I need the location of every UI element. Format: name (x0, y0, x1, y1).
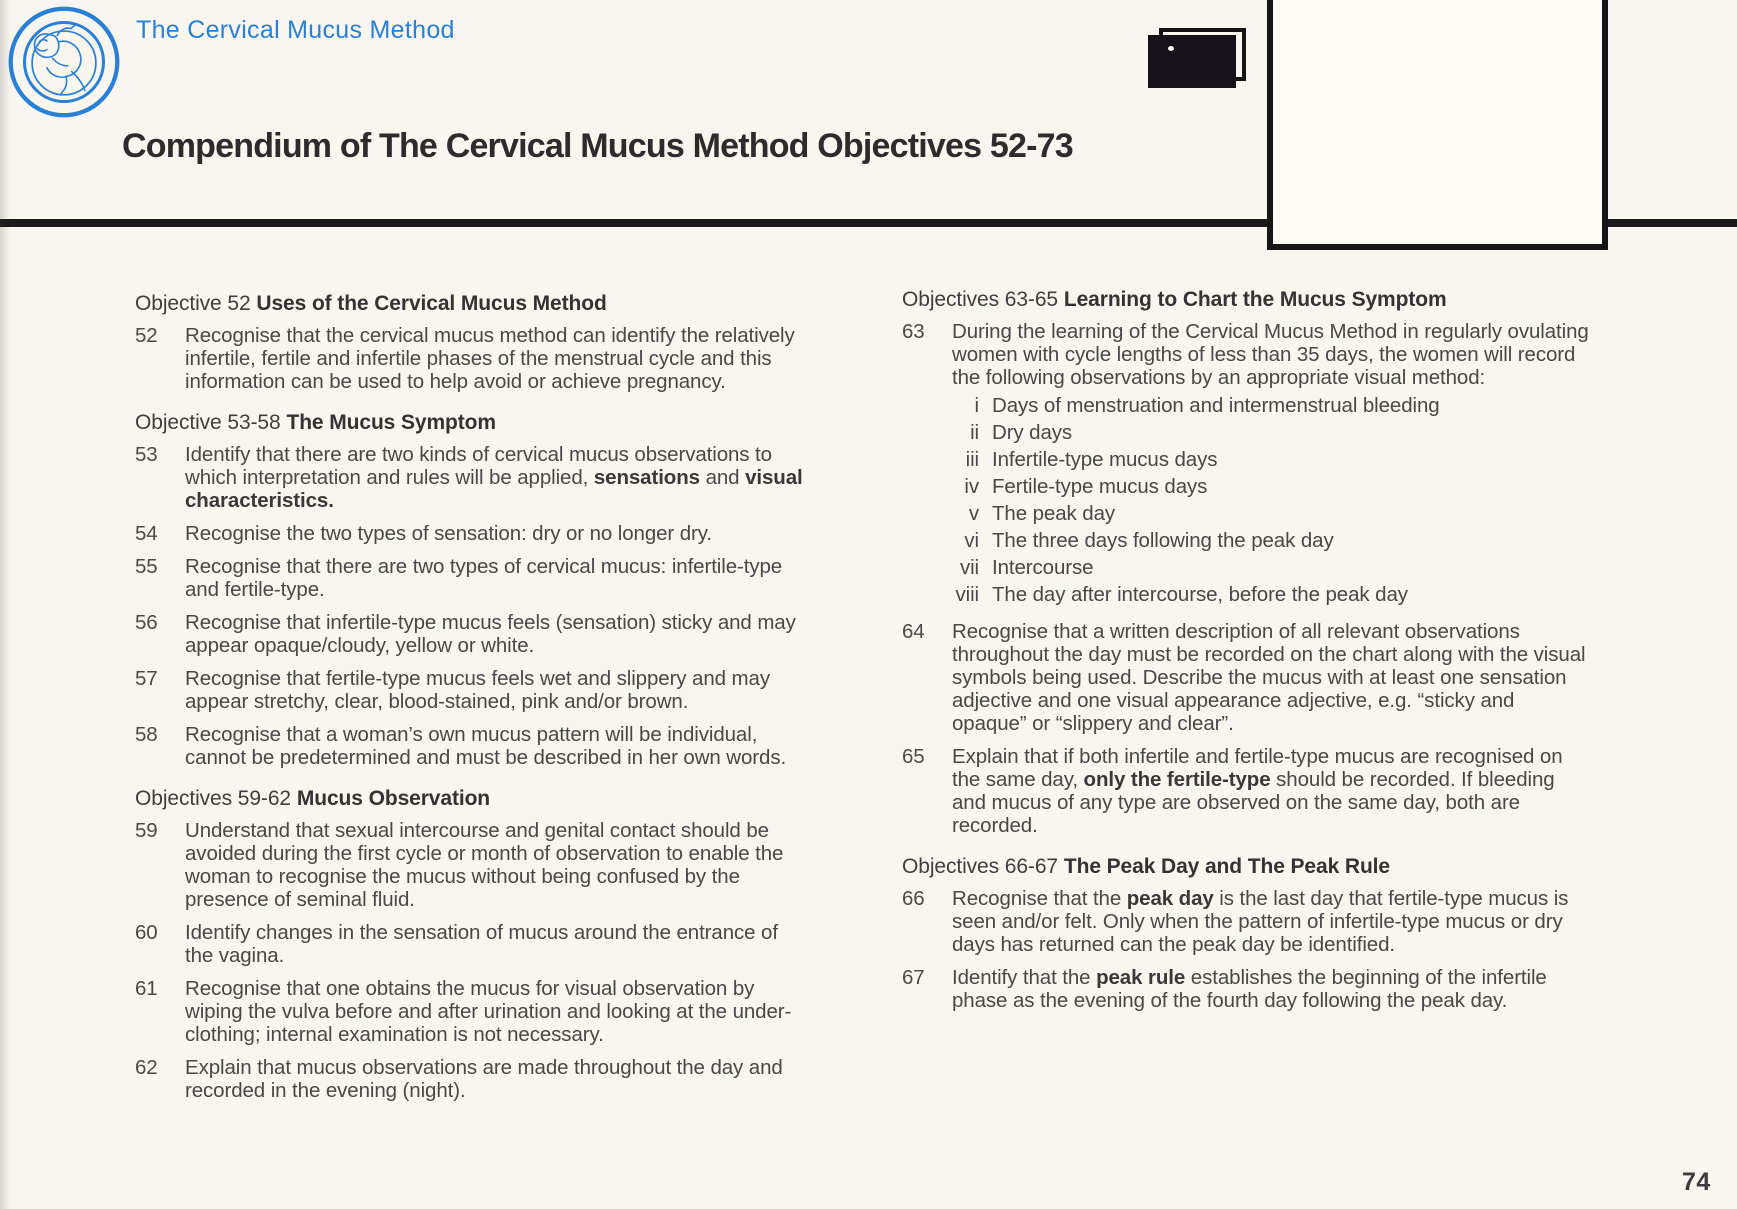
objective-text: Explain that mucus observations are made throughout the day and recorded in the evening (night). (185, 1056, 783, 1102)
objective-text: Identify that there are two kinds of cervical mucus observations to which interpretation and rules will be applied, sensations and visual characteristics. (185, 443, 803, 512)
objective-number: 54 (135, 522, 158, 545)
objective-text: Recognise that fertile-type mucus feels wet and slippery and may appear stretchy, clear, blood-stained, pink and/or brown. (185, 667, 770, 713)
objective-item (135, 667, 811, 713)
section-heading (135, 787, 811, 810)
section-heading-prefix: Objectives 63-65 (902, 288, 1058, 311)
objective-text: Recognise that a woman’s own mucus pattern will be individual, cannot be predetermined and must be described in her own words. (185, 723, 787, 769)
sublist-item (952, 394, 1594, 417)
brand-strapline: The Cervical Mucus Method (136, 16, 455, 44)
objective-number: 57 (135, 667, 158, 690)
objective-item (135, 443, 811, 512)
sublist-item (952, 583, 1594, 606)
section-heading-prefix: Objectives 66-67 (902, 855, 1058, 878)
sublist-text: Infertile-type mucus days (992, 448, 1218, 471)
section-heading (902, 288, 1594, 311)
objective-text: Explain that if both infertile and fertile-type mucus are recognised on the same day, only the fertile-type should be recorded. If bleeding and mucus of any type are observed on the same day, both are recorded. (952, 745, 1563, 837)
objective-number: 63 (902, 320, 925, 343)
section-heading-prefix: Objectives 59-62 (135, 787, 291, 810)
objective-number: 60 (135, 921, 158, 944)
section-heading-prefix: Objective 52 (135, 292, 251, 315)
sublist-text: Dry days (992, 421, 1073, 444)
scan-edge-shadow (0, 0, 10, 1209)
sublist-item (952, 502, 1594, 525)
filled-square (1148, 35, 1236, 88)
section-heading-title: The Mucus Symptom (286, 411, 496, 434)
sublist-marker: vi (964, 529, 979, 552)
objective-item (135, 1056, 811, 1102)
sublist-text: Fertile-type mucus days (992, 475, 1208, 498)
sublist-text: The peak day (992, 502, 1116, 525)
objective-number: 61 (135, 977, 158, 1000)
objective-text: Recognise the two types of sensation: dry or no longer dry. (185, 522, 713, 545)
sublist-marker: iii (965, 448, 979, 471)
overlapping-squares-icon (1148, 26, 1250, 92)
objective-item (135, 555, 811, 601)
objective-text: Recognise that the peak day is the last day that fertile-type mucus is seen and/or felt. Only when the pattern of infertile-type mucus or dry days has returned can the peak day be identified. (952, 887, 1569, 956)
section-heading-title: Mucus Observation (296, 787, 491, 810)
objective-number: 52 (135, 324, 158, 347)
objective-item (902, 887, 1594, 956)
objective-sublist (952, 394, 1594, 606)
fetus-logo-icon (5, 3, 123, 121)
section-heading-title: The Peak Day and The Peak Rule (1063, 855, 1390, 878)
sublist-text: Intercourse (992, 556, 1094, 579)
sublist-marker: v (968, 502, 979, 525)
section-heading (902, 855, 1594, 878)
objective-text: During the learning of the Cervical Mucus Method in regularly ovulating women with cycle lengths of less than 35 days, the women will record the following observations by an appropriate visual method: i Days of menstruation and intermenstrual bleeding ii Dry days iii Infertile-type mucus days iv Fertile-type mucus days v The peak day vi The three days following the peak day vii Intercourse viii The day after intercourse, before the peak day (952, 320, 1594, 610)
objective-number: 55 (135, 555, 158, 578)
objective-item (135, 977, 811, 1046)
objective-text: Recognise that the cervical mucus method can identify the relatively infertile, fertile and infertile phases of the menstrual cycle and this information can be used to help avoid or achieve pregnancy. (185, 324, 795, 393)
sublist-marker: i (974, 394, 979, 417)
objective-text: Recognise that infertile-type mucus feels (sensation) sticky and may appear opaque/cloudy, yellow or white. (185, 611, 796, 657)
sublist-item (952, 475, 1594, 498)
sublist-item (952, 529, 1594, 552)
sublist-marker: viii (955, 583, 979, 606)
page-number: 74 (1682, 1168, 1711, 1196)
objective-item (902, 620, 1594, 735)
section-heading (135, 292, 811, 315)
objective-item (135, 921, 811, 967)
sublist-text: The day after intercourse, before the peak day (992, 583, 1408, 606)
objective-number: 53 (135, 443, 158, 466)
objective-number: 62 (135, 1056, 158, 1079)
sublist-marker: vii (959, 556, 979, 579)
sublist-marker: ii (970, 421, 979, 444)
section-heading-title: Uses of the Cervical Mucus Method (256, 292, 607, 315)
objective-item (902, 320, 1594, 610)
objective-text: Recognise that a written description of all relevant observations throughout the day must be recorded on the chart along with the visual symbols being used. Describe the mucus with at least one sensation adjective and one visual appearance adjective, e.g. “sticky and opaque” or “slippery and clear”. (952, 620, 1586, 735)
left-column (135, 292, 811, 1112)
sublist-text: The three days following the peak day (992, 529, 1334, 552)
objective-number: 59 (135, 819, 158, 842)
objective-number: 67 (902, 966, 925, 989)
objective-text: Understand that sexual intercourse and genital contact should be avoided during the first cycle or month of observation to enable the woman to recognise the mucus without being confused by the presence of seminal fluid. (185, 819, 784, 911)
objective-number: 66 (902, 887, 925, 910)
objective-number: 56 (135, 611, 158, 634)
corner-frame-box (1267, 0, 1608, 250)
objective-text: Recognise that one obtains the mucus for visual observation by wiping the vulva before and after urination and looking at the under-clothing; internal examination is not necessary. (185, 977, 792, 1046)
objective-item (135, 723, 811, 769)
section-heading-title: Learning to Chart the Mucus Symptom (1063, 288, 1447, 311)
section-heading-prefix: Objective 53-58 (135, 411, 281, 434)
sublist-marker: iv (964, 475, 979, 498)
objective-number: 58 (135, 723, 158, 746)
right-column (902, 288, 1594, 1022)
objective-text: Identify changes in the sensation of mucus around the entrance of the vagina. (185, 921, 778, 967)
objective-number: 64 (902, 620, 925, 643)
objective-item (902, 966, 1594, 1012)
objective-item (902, 745, 1594, 837)
objective-item (135, 522, 811, 545)
objective-item (135, 324, 811, 393)
objective-text: Recognise that there are two types of cervical mucus: infertile-type and fertile-type. (185, 555, 783, 601)
page-title: Compendium of The Cervical Mucus Method Objectives 52-73 (122, 127, 1073, 165)
objective-number: 65 (902, 745, 925, 768)
objective-text: Identify that the peak rule establishes the beginning of the infertile phase as the evening of the fourth day following the peak day. (952, 966, 1547, 1012)
highlight-dot (1168, 46, 1174, 51)
sublist-text: Days of menstruation and intermenstrual bleeding (992, 394, 1440, 417)
objective-item (135, 611, 811, 657)
sublist-item (952, 421, 1594, 444)
sublist-item (952, 556, 1594, 579)
sublist-item (952, 448, 1594, 471)
objective-item (135, 819, 811, 911)
section-heading (135, 411, 811, 434)
